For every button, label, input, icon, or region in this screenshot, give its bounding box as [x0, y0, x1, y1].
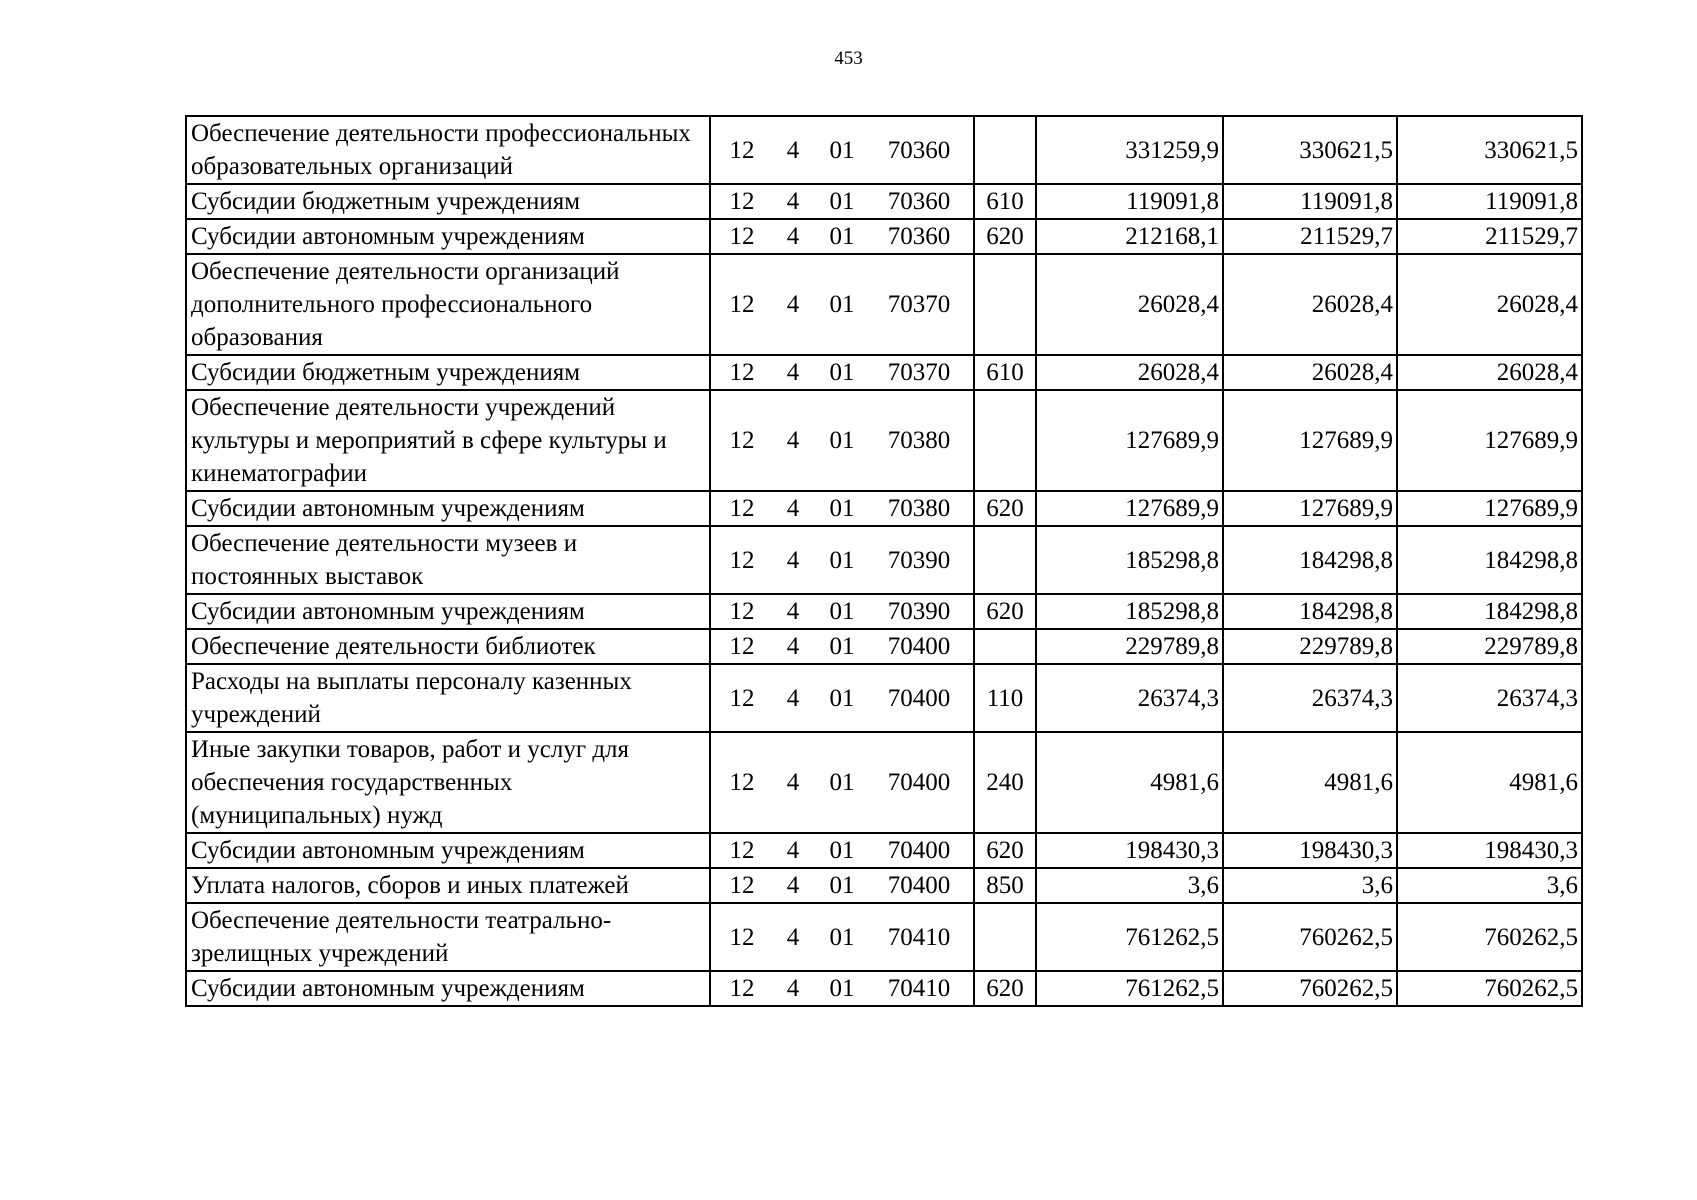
code-c1: 12	[729, 291, 755, 318]
code-c3: 01	[829, 136, 855, 164]
row-name: Обеспечение деятельности театрально-зрелищных учреждений	[186, 903, 710, 971]
amount-v1: 127689,9	[1036, 390, 1223, 491]
row-name: Субсидии автономным учреждениям	[186, 491, 710, 526]
row-codes	[710, 526, 974, 594]
code-c4: 70400	[887, 872, 951, 899]
budget-table	[185, 115, 1583, 1007]
expense-type-code: 620	[974, 594, 1036, 629]
budget-table-body	[186, 116, 1582, 1006]
table-row	[186, 491, 1582, 526]
code-c2: 4	[786, 633, 800, 660]
amount-v1: 331259,9	[1036, 116, 1223, 184]
code-c1: 12	[729, 769, 755, 796]
expense-type-code: 620	[974, 219, 1036, 254]
code-c2: 4	[786, 188, 800, 215]
code-c3: 01	[829, 872, 855, 899]
amount-v3: 119091,8	[1397, 184, 1582, 219]
code-c3: 01	[829, 495, 855, 522]
table-row	[186, 390, 1582, 491]
code-c3: 01	[829, 923, 855, 951]
row-codes	[710, 184, 974, 219]
code-c3: 01	[829, 188, 855, 215]
amount-v3: 330621,5	[1397, 116, 1582, 184]
code-c3: 01	[829, 291, 855, 318]
expense-type-code	[974, 254, 1036, 355]
expense-type-code: 620	[974, 971, 1036, 1006]
code-c2: 4	[786, 136, 800, 164]
row-codes	[710, 491, 974, 526]
table-row	[186, 526, 1582, 594]
amount-v1: 127689,9	[1036, 491, 1223, 526]
code-c4: 70410	[887, 975, 951, 1002]
code-c4: 70360	[887, 188, 951, 215]
code-c1: 12	[729, 975, 755, 1002]
expense-type-code: 110	[974, 664, 1036, 732]
code-c4: 70390	[887, 546, 951, 574]
amount-v2: 26374,3	[1223, 664, 1397, 732]
row-name: Обеспечение деятельности музеев и постоянных выставок	[186, 526, 710, 594]
code-c3: 01	[829, 837, 855, 864]
code-c2: 4	[786, 837, 800, 864]
table-row	[186, 732, 1582, 833]
expense-type-code	[974, 116, 1036, 184]
amount-v3: 3,6	[1397, 868, 1582, 903]
code-c3: 01	[829, 598, 855, 625]
code-c3: 01	[829, 546, 855, 574]
row-name: Субсидии бюджетным учреждениям	[186, 184, 710, 219]
code-c2: 4	[786, 975, 800, 1002]
amount-v3: 4981,6	[1397, 732, 1582, 833]
amount-v1: 26374,3	[1036, 664, 1223, 732]
code-c4: 70380	[887, 495, 951, 522]
code-c3: 01	[829, 427, 855, 454]
code-c1: 12	[729, 837, 755, 864]
row-codes	[710, 732, 974, 833]
code-c4: 70400	[887, 837, 951, 864]
amount-v1: 4981,6	[1036, 732, 1223, 833]
code-c3: 01	[829, 769, 855, 796]
code-c2: 4	[786, 291, 800, 318]
amount-v3: 184298,8	[1397, 526, 1582, 594]
code-c1: 12	[729, 136, 755, 164]
amount-v2: 3,6	[1223, 868, 1397, 903]
code-c1: 12	[729, 223, 755, 250]
code-c2: 4	[786, 546, 800, 574]
row-codes	[710, 390, 974, 491]
code-c2: 4	[786, 923, 800, 951]
row-codes	[710, 219, 974, 254]
amount-v1: 3,6	[1036, 868, 1223, 903]
amount-v3: 211529,7	[1397, 219, 1582, 254]
amount-v2: 211529,7	[1223, 219, 1397, 254]
code-c2: 4	[786, 769, 800, 796]
table-row	[186, 903, 1582, 971]
row-codes	[710, 254, 974, 355]
expense-type-code	[974, 629, 1036, 664]
code-c1: 12	[729, 598, 755, 625]
page-number: 453	[834, 48, 863, 69]
expense-type-code: 610	[974, 184, 1036, 219]
amount-v1: 119091,8	[1036, 184, 1223, 219]
row-name: Субсидии бюджетным учреждениям	[186, 355, 710, 390]
row-name: Субсидии автономным учреждениям	[186, 219, 710, 254]
row-name: Расходы на выплаты персоналу казенных учреждений	[186, 664, 710, 732]
code-c4: 70390	[887, 598, 951, 625]
amount-v3: 26374,3	[1397, 664, 1582, 732]
expense-type-code: 240	[974, 732, 1036, 833]
row-codes	[710, 629, 974, 664]
amount-v3: 26028,4	[1397, 355, 1582, 390]
row-name: Уплата налогов, сборов и иных платежей	[186, 868, 710, 903]
table-row	[186, 184, 1582, 219]
amount-v2: 4981,6	[1223, 732, 1397, 833]
code-c3: 01	[829, 684, 855, 712]
amount-v1: 26028,4	[1036, 254, 1223, 355]
code-c2: 4	[786, 684, 800, 712]
amount-v3: 127689,9	[1397, 491, 1582, 526]
row-name: Обеспечение деятельности организаций дополнительного профессионального образования	[186, 254, 710, 355]
amount-v2: 760262,5	[1223, 903, 1397, 971]
code-c3: 01	[829, 359, 855, 386]
expense-type-code	[974, 526, 1036, 594]
amount-v1: 761262,5	[1036, 971, 1223, 1006]
amount-v1: 761262,5	[1036, 903, 1223, 971]
row-name: Обеспечение деятельности профессиональных образовательных организаций	[186, 116, 710, 184]
row-codes	[710, 664, 974, 732]
table-row	[186, 629, 1582, 664]
code-c4: 70380	[887, 427, 951, 454]
amount-v3: 198430,3	[1397, 833, 1582, 868]
row-name: Обеспечение деятельности учреждений культуры и мероприятий в сфере культуры и кинематографии	[186, 390, 710, 491]
table-row	[186, 868, 1582, 903]
row-codes	[710, 355, 974, 390]
amount-v3: 760262,5	[1397, 971, 1582, 1006]
amount-v3: 760262,5	[1397, 903, 1582, 971]
code-c1: 12	[729, 359, 755, 386]
row-codes	[710, 594, 974, 629]
expense-type-code: 610	[974, 355, 1036, 390]
table-row	[186, 116, 1582, 184]
code-c1: 12	[729, 684, 755, 712]
amount-v3: 184298,8	[1397, 594, 1582, 629]
table-row	[186, 254, 1582, 355]
code-c1: 12	[729, 188, 755, 215]
amount-v1: 229789,8	[1036, 629, 1223, 664]
amount-v2: 330621,5	[1223, 116, 1397, 184]
table-row	[186, 355, 1582, 390]
code-c4: 70370	[887, 291, 951, 318]
code-c3: 01	[829, 223, 855, 250]
code-c4: 70360	[887, 136, 951, 164]
table-row	[186, 833, 1582, 868]
amount-v2: 26028,4	[1223, 355, 1397, 390]
code-c4: 70370	[887, 359, 951, 386]
code-c4: 70360	[887, 223, 951, 250]
code-c4: 70400	[887, 769, 951, 796]
code-c1: 12	[729, 427, 755, 454]
code-c1: 12	[729, 872, 755, 899]
expense-type-code	[974, 390, 1036, 491]
row-name: Субсидии автономным учреждениям	[186, 833, 710, 868]
amount-v3: 127689,9	[1397, 390, 1582, 491]
amount-v2: 26028,4	[1223, 254, 1397, 355]
code-c2: 4	[786, 359, 800, 386]
row-name: Обеспечение деятельности библиотек	[186, 629, 710, 664]
amount-v1: 212168,1	[1036, 219, 1223, 254]
code-c2: 4	[786, 598, 800, 625]
row-codes	[710, 903, 974, 971]
amount-v2: 760262,5	[1223, 971, 1397, 1006]
code-c1: 12	[729, 495, 755, 522]
table-row	[186, 664, 1582, 732]
expense-type-code	[974, 903, 1036, 971]
table-row	[186, 594, 1582, 629]
code-c2: 4	[786, 872, 800, 899]
code-c3: 01	[829, 633, 855, 660]
code-c4: 70400	[887, 633, 951, 660]
code-c3: 01	[829, 975, 855, 1002]
code-c1: 12	[729, 633, 755, 660]
amount-v1: 198430,3	[1036, 833, 1223, 868]
table-row	[186, 219, 1582, 254]
amount-v2: 184298,8	[1223, 594, 1397, 629]
code-c1: 12	[729, 923, 755, 951]
amount-v3: 229789,8	[1397, 629, 1582, 664]
amount-v2: 184298,8	[1223, 526, 1397, 594]
amount-v2: 198430,3	[1223, 833, 1397, 868]
expense-type-code: 620	[974, 833, 1036, 868]
amount-v1: 185298,8	[1036, 594, 1223, 629]
row-name: Иные закупки товаров, работ и услуг для обеспечения государственных (муниципальных) нужд	[186, 732, 710, 833]
amount-v1: 26028,4	[1036, 355, 1223, 390]
code-c1: 12	[729, 546, 755, 574]
amount-v2: 119091,8	[1223, 184, 1397, 219]
code-c2: 4	[786, 427, 800, 454]
row-name: Субсидии автономным учреждениям	[186, 594, 710, 629]
row-codes	[710, 971, 974, 1006]
amount-v2: 229789,8	[1223, 629, 1397, 664]
amount-v1: 185298,8	[1036, 526, 1223, 594]
table-row	[186, 971, 1582, 1006]
row-codes	[710, 868, 974, 903]
amount-v2: 127689,9	[1223, 390, 1397, 491]
code-c2: 4	[786, 495, 800, 522]
expense-type-code: 620	[974, 491, 1036, 526]
code-c4: 70410	[887, 923, 951, 951]
amount-v3: 26028,4	[1397, 254, 1582, 355]
row-codes	[710, 116, 974, 184]
code-c4: 70400	[887, 684, 951, 712]
row-codes	[710, 833, 974, 868]
row-name: Субсидии автономным учреждениям	[186, 971, 710, 1006]
amount-v2: 127689,9	[1223, 491, 1397, 526]
code-c2: 4	[786, 223, 800, 250]
expense-type-code: 850	[974, 868, 1036, 903]
